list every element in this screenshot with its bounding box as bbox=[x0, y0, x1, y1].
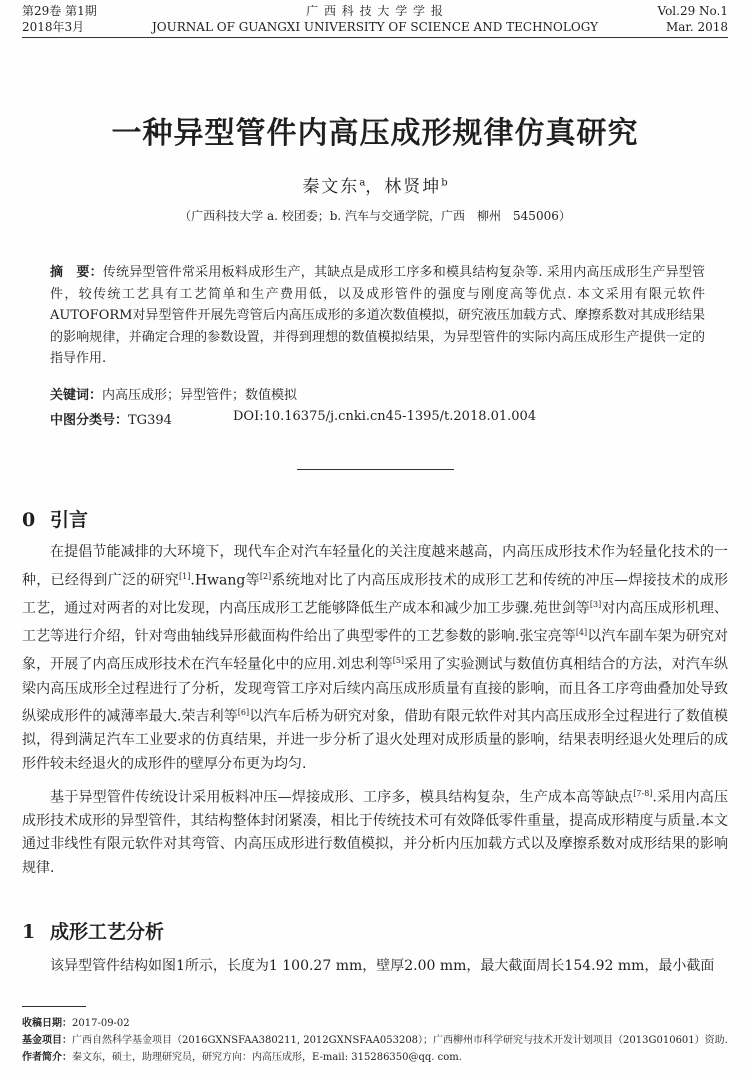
citation: [6] bbox=[237, 708, 250, 718]
received-date: 收稿日期：2017-09-02 bbox=[22, 1018, 130, 1029]
paragraph: 基于异型管件传统设计采用板料冲压—焊接成形、工序多，模具结构复杂，生产成本高等缺点[7-8].采用内高压成形技术成形的异型管件，其结构整体封闭紧凑，相比于传统技术可有效降低零件重量，提高成形精度与质量.本文通过非线性有限元软件对其弯管、内高压成形进行数值模拟，并分析内压加载方式以及摩擦系数对成形结果的影响规律. bbox=[22, 788, 729, 877]
fund-info: 基金项目：广西自然科学基金项目（2016GXNSFAA380211, 2012GXNSFAA053208）；广西柳州市科学研究与技术开发计划项目（2013G010601）资助. bbox=[22, 1035, 728, 1046]
section-body bbox=[22, 955, 728, 979]
journal-vol-no-en: Vol.29 No.1 Mar. 2018 bbox=[657, 4, 728, 34]
section-body bbox=[22, 541, 728, 881]
citation: [7-8] bbox=[633, 788, 653, 798]
doi: DOI:10.16375/j.cnki.cn45-1395/t.2018.01.004 bbox=[233, 409, 537, 424]
keywords-label: 关键词： bbox=[50, 388, 103, 403]
section-number: 0 bbox=[22, 509, 36, 531]
section-number: 1 bbox=[22, 921, 36, 943]
affiliation: （广西科技大学 a. 校团委；b. 汽车与交通学院，广西 柳州 545006） bbox=[179, 209, 571, 223]
author-separator: ， bbox=[365, 177, 385, 197]
keywords bbox=[50, 384, 297, 403]
journal-volume-issue: 第29卷 第1期 2018年3月 bbox=[22, 4, 97, 34]
citation: [1] bbox=[179, 571, 191, 581]
section-heading bbox=[22, 917, 164, 944]
keywords-text: 内高压成形；异型管件；数值模拟 bbox=[102, 388, 298, 403]
author-line bbox=[0, 172, 750, 197]
author-name: 秦文东 bbox=[302, 177, 360, 197]
author-name: 林贤坤 bbox=[384, 177, 442, 197]
section-title: 成形工艺分析 bbox=[50, 921, 165, 943]
header-rule bbox=[22, 37, 728, 38]
paragraph: 在提倡节能减排的大环境下，现代车企对汽车轻量化的关注度越来越高，内高压成形技术作为轻量化技术的一种，已经得到广泛的研究[1].Hwang等[2]系统地对比了内高压成形技术的成形工艺和传统的冲压—焊接技术的成形工艺，通过对两者的对比发现，内高压成形工艺能够降低生产成本和减少加工步骤.苑世剑等[3]对内高压成形机理、工艺等进行介绍，针对弯曲轴线异形截面构件给出了典型零件的工艺参数的影响.张宝亮等[4]以汽车副车架为研究对象，开展了内高压成形技术在汽车轻量化中的应用.刘忠利等[5]采用了实验测试与数值仿真相结合的方法，对汽车纵梁内高压成形全过程进行了分析，发现弯管工序对后续内高压成形质量有直接的影响，而且各工序弯曲叠加处导致纵梁成形件的减薄率最大.荣吉利等[6]以汽车后桥为研究对象，借助有限元软件对其内高压成形全过程进行了数值模拟，得到满足汽车工业要求的仿真结果，并进一步分析了退火处理对成形质量的影响，结果表明经退火处理后的成形件较未经退火的成形件的壁厚分布更为均匀. bbox=[22, 544, 729, 773]
author-bio: 作者简介：秦文东，硕士，助理研究员，研究方向：内高压成形，E-mail: 315286350@qq. com. bbox=[22, 1052, 462, 1063]
author-affil-mark: a bbox=[359, 177, 366, 189]
abstract-label: 摘 要： bbox=[50, 265, 103, 280]
section-title: 引言 bbox=[50, 509, 89, 531]
clc-code: TG394 bbox=[128, 413, 172, 428]
abstract-text: 传统异型管件常采用板料成形生产，其缺点是成形工序多和模具结构复杂等. 采用内高压成形生产异型管件，较传统工艺具有工艺简单和生产费用低，以及成形管件的强度与刚度高等优点. 本文采用有限元软件AUTOFORM对异型管件开展先弯管后内高压成形的多道次数值模拟，研究液压加载方式、摩擦系数对其成形结果的影响规律，并确定合理的参数设置，并得到理想的数值模拟结果，为异型管件的实际内高压成形生产提供一定的指导作用. bbox=[50, 265, 705, 366]
clc-line bbox=[50, 409, 172, 428]
abstract bbox=[50, 262, 705, 370]
citation: [5] bbox=[392, 656, 405, 666]
paper-title: 一种异型管件内高压成形规律仿真研究 bbox=[111, 116, 639, 151]
clc-label: 中图分类号： bbox=[50, 413, 129, 428]
citation: [3] bbox=[589, 599, 602, 609]
footnotes bbox=[22, 1015, 728, 1066]
section-divider bbox=[297, 469, 454, 470]
paragraph: 该异型管件结构如图1所示，长度为1 100.27 mm，壁厚2.00 mm，最大截面周长154.92 mm，最小截面 bbox=[50, 958, 715, 974]
footnote-rule bbox=[22, 1006, 86, 1007]
author-affil-mark: b bbox=[441, 177, 448, 189]
section-heading bbox=[22, 505, 88, 532]
citation: [4] bbox=[575, 628, 588, 638]
journal-name: 广 西 科 技 大 学 学 报 JOURNAL OF GUANGXI UNIVERSITY OF SCIENCE AND TECHNOLOGY bbox=[151, 4, 598, 34]
citation: [2] bbox=[259, 571, 272, 581]
